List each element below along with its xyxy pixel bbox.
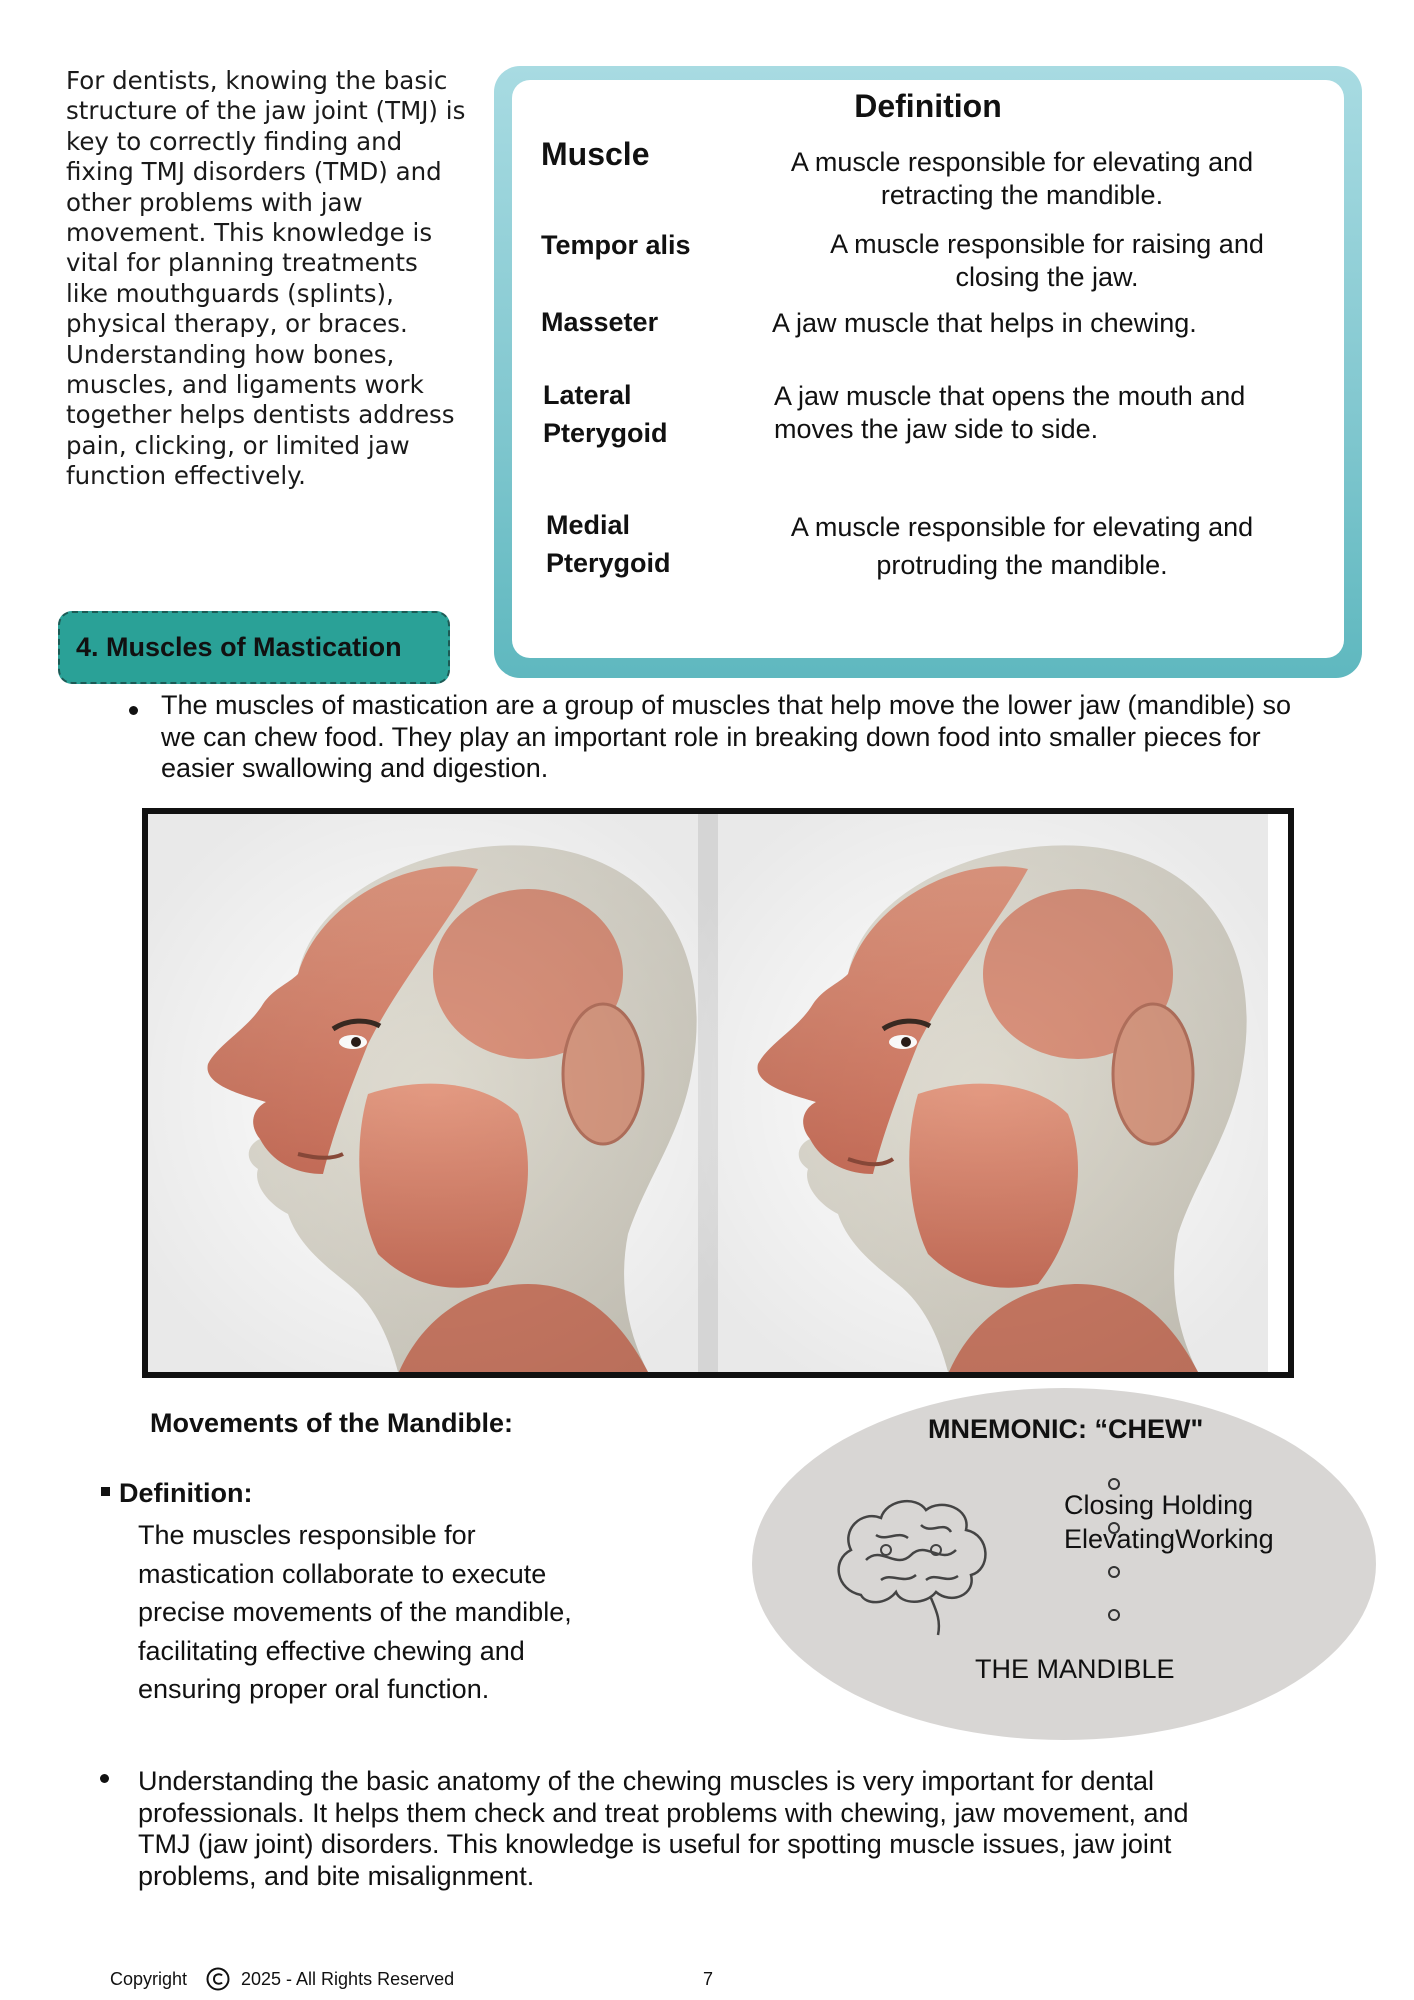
page-number: 7 [703, 1969, 714, 1989]
brain-icon [826, 1480, 996, 1640]
muscle-anatomy-figure [142, 808, 1294, 1378]
definition-lateral-pterygoid: A jaw muscle that opens the mouth and moves the jaw side to side. [774, 381, 1246, 444]
head-right [698, 814, 1268, 1372]
term-muscle: Muscle [541, 136, 650, 172]
term-temporalis: Tempor alis [541, 230, 691, 260]
term-medial-line2: Pterygoid [546, 548, 671, 578]
mnemonic-title: MNEMONIC: “CHEW" [928, 1414, 1204, 1444]
definition-heading: Definition: [119, 1478, 253, 1508]
mnemonic-ring-4 [1108, 1609, 1120, 1621]
head-illustrations [148, 814, 1288, 1372]
copyright-icon [205, 1966, 231, 1992]
intro-paragraph: For dentists, knowing the basic structure of the jaw joint (TMJ) is key to correctly finding and fixing TMJ disorders (TMD) and other problems with jaw movement. This knowledge is vital for planning treatments like mouthguards (splints), physical therapy, or braces. Understanding how bones, muscles, and ligaments work together helps dentists address pain, clicking, or limited jaw function effectively. [66, 66, 466, 491]
mastication-intro-bullet: The muscles of mastication are a group of muscles that help move the lower jaw (mandible) so we can chew food. They play an important role in breaking down food into smaller pieces for easier swallowing and digestion. [161, 690, 1292, 783]
definition-body: The muscles responsible for mastication collaborate to execute precise movements of the mandible, facilitating effective chewing and ensuring proper oral function. [138, 1520, 572, 1704]
definition-card-inner [512, 80, 1344, 658]
definition-medial-line1: A muscle responsible for elevating and [790, 512, 1254, 542]
definition-masseter: A jaw muscle that helps in chewing. [772, 308, 1197, 338]
term-lateral-line1: Lateral [543, 380, 632, 410]
term-masseter: Masseter [541, 307, 659, 337]
term-medial-line1: Medial [546, 510, 631, 540]
movements-heading: Movements of the Mandible: [150, 1408, 514, 1438]
definition-card [494, 66, 1362, 678]
mnemonic-line-1: Closing Holding [1064, 1490, 1254, 1520]
closing-bullet: Understanding the basic anatomy of the chewing muscles is very important for dental professionals. It helps them check and treat problems with chewing, jaw movement, and TMJ (jaw joint) disorders. This knowledge is useful for spotting muscle issues, jaw joint problems, and bite misalignment. [138, 1766, 1189, 1891]
head-left [148, 814, 718, 1372]
term-lateral-line2: Pterygoid [543, 418, 668, 448]
copyright-text: 2025 - All Rights Reserved [241, 1969, 455, 1989]
section-heading-muscles-of-mastication [58, 611, 450, 684]
definition-medial-line2: protruding the mandible. [876, 550, 1168, 580]
term-medial-pterygoid [546, 506, 671, 582]
copyright-label: Copyright [110, 1969, 188, 1989]
mnemonic-words [1064, 1488, 1274, 1556]
bullet-dot [100, 1774, 109, 1783]
mnemonic-line-2: ElevatingWorking [1064, 1524, 1274, 1554]
definition-temporalis: A muscle responsible for raising and closing the jaw. [830, 229, 1264, 292]
definition-medial-pterygoid [762, 508, 1282, 584]
bullet-dot [129, 706, 138, 715]
mnemonic-ring-3 [1108, 1566, 1120, 1578]
mnemonic-footer: THE MANDIBLE [975, 1654, 1175, 1684]
square-bullet [101, 1487, 110, 1496]
definition-muscle: A muscle responsible for elevating and retracting the mandible. [790, 147, 1254, 210]
term-lateral-pterygoid [543, 376, 668, 452]
section-heading-text: 4. Muscles of Mastication [76, 632, 402, 662]
definition-card-title: Definition [854, 88, 1002, 124]
